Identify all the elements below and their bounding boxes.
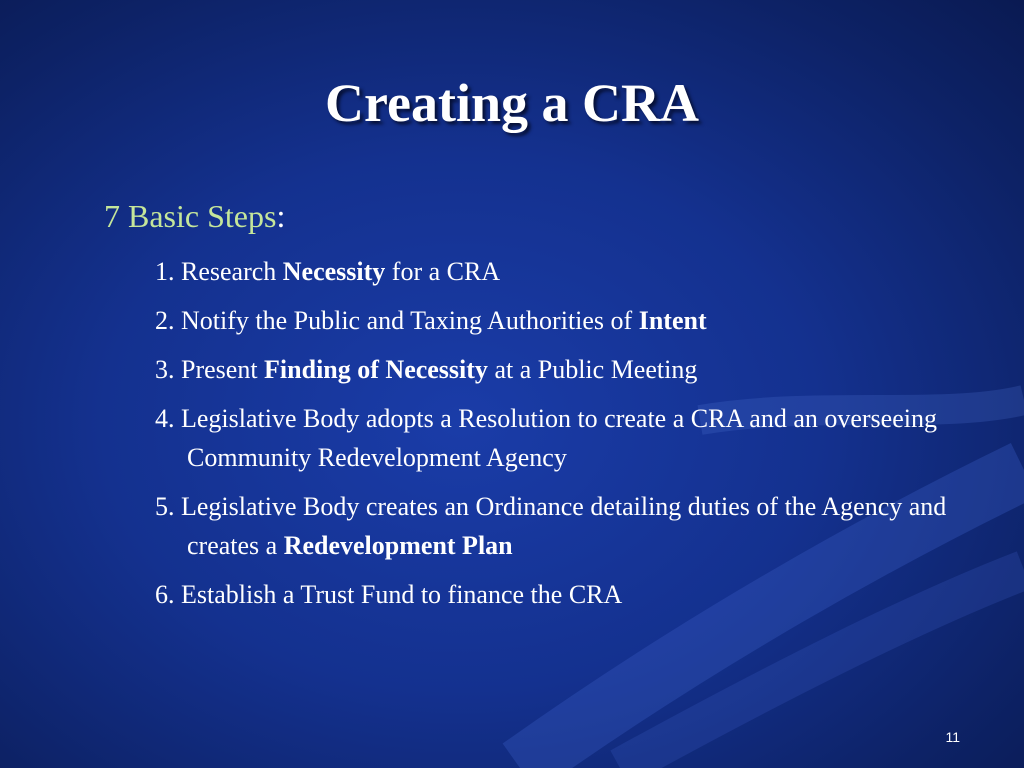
step-text-tail: at a Public Meeting [487,355,698,384]
step-number: 1. [155,257,175,286]
step-emphasis: Necessity [282,257,386,286]
step-text: Legislative Body creates an Ordinance detailing duties of the Agency and creates a [181,492,947,560]
step-text-tail: for a CRA [385,257,501,286]
step-emphasis: Finding of Necessity [264,355,488,384]
step-text: Present [181,355,265,384]
step-item-5 [155,487,975,565]
steps-heading-colon: : [276,198,286,234]
step-item-1 [155,252,975,291]
steps-heading [104,198,285,235]
step-number: 4. [155,404,175,433]
page-number: 11 [945,729,960,745]
step-number: 5. [155,492,175,521]
steps-list [155,252,975,624]
step-emphasis: Redevelopment Plan [283,531,513,560]
step-number: 2. [155,306,175,335]
step-text: Establish a Trust Fund to finance the CRA [181,580,623,609]
step-emphasis: Intent [638,306,707,335]
slide-title: Creating a CRA [325,73,699,133]
step-text: Research [181,257,283,286]
step-item-2 [155,301,975,340]
step-item-6 [155,575,975,614]
step-text: Legislative Body adopts a Resolution to create a CRA and an overseeing Community Redevelopment Agency [181,404,937,472]
step-item-3 [155,350,975,389]
step-item-4 [155,399,975,477]
step-number: 6. [155,580,175,609]
steps-heading-label: 7 Basic Steps [104,198,277,234]
step-text: Notify the Public and Taxing Authorities of [181,306,639,335]
step-number: 3. [155,355,175,384]
